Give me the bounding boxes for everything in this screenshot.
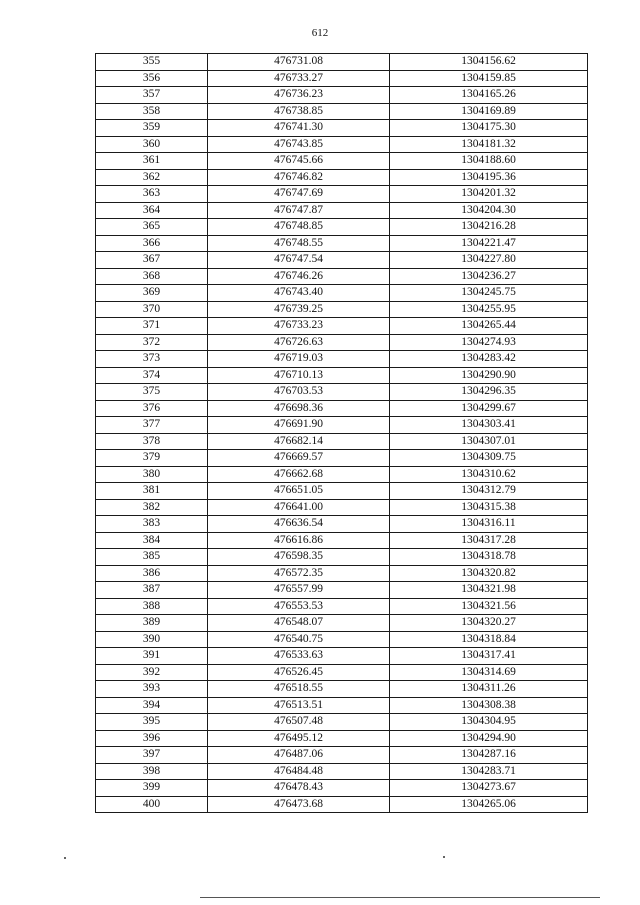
- point-number-cell: 356: [96, 70, 208, 87]
- page-number: 612: [311, 27, 329, 39]
- table-row: [96, 153, 588, 170]
- table-row: [96, 136, 588, 153]
- scan-speck-left: [64, 857, 66, 859]
- table-row: [96, 549, 588, 566]
- y-coordinate-cell: 1304273.67: [390, 780, 588, 797]
- table-row: [96, 532, 588, 549]
- y-coordinate-cell: 1304304.95: [390, 714, 588, 731]
- point-number-cell: 366: [96, 235, 208, 252]
- table-row: [96, 334, 588, 351]
- point-number-cell: 371: [96, 318, 208, 335]
- point-number-cell: 388: [96, 598, 208, 615]
- table-row: [96, 384, 588, 401]
- point-number-cell: 359: [96, 120, 208, 137]
- x-coordinate-cell: 476662.68: [208, 466, 390, 483]
- point-number-cell: 378: [96, 433, 208, 450]
- point-number-cell: 358: [96, 103, 208, 120]
- x-coordinate-cell: 476710.13: [208, 367, 390, 384]
- table-row: [96, 120, 588, 137]
- point-number-cell: 390: [96, 631, 208, 648]
- x-coordinate-cell: 476703.53: [208, 384, 390, 401]
- point-number-cell: 389: [96, 615, 208, 632]
- point-number-cell: 397: [96, 747, 208, 764]
- table-row: [96, 664, 588, 681]
- y-coordinate-cell: 1304236.27: [390, 268, 588, 285]
- x-coordinate-cell: 476641.00: [208, 499, 390, 516]
- table-row: [96, 648, 588, 665]
- y-coordinate-cell: 1304309.75: [390, 450, 588, 467]
- x-coordinate-cell: 476616.86: [208, 532, 390, 549]
- x-coordinate-cell: 476746.26: [208, 268, 390, 285]
- point-number-cell: 400: [96, 796, 208, 813]
- x-coordinate-cell: 476473.68: [208, 796, 390, 813]
- point-number-cell: 369: [96, 285, 208, 302]
- scan-speck-right: [443, 856, 445, 858]
- y-coordinate-cell: 1304245.75: [390, 285, 588, 302]
- table-row: [96, 417, 588, 434]
- x-coordinate-cell: 476736.23: [208, 87, 390, 104]
- point-number-cell: 363: [96, 186, 208, 203]
- table-row: [96, 516, 588, 533]
- y-coordinate-cell: 1304221.47: [390, 235, 588, 252]
- y-coordinate-cell: 1304307.01: [390, 433, 588, 450]
- y-coordinate-cell: 1304169.89: [390, 103, 588, 120]
- table-row: [96, 466, 588, 483]
- point-number-cell: 394: [96, 697, 208, 714]
- table-row: [96, 70, 588, 87]
- table-row: [96, 763, 588, 780]
- x-coordinate-cell: 476726.63: [208, 334, 390, 351]
- x-coordinate-cell: 476557.99: [208, 582, 390, 599]
- y-coordinate-cell: 1304283.71: [390, 763, 588, 780]
- y-coordinate-cell: 1304308.38: [390, 697, 588, 714]
- point-number-cell: 373: [96, 351, 208, 368]
- y-coordinate-cell: 1304321.56: [390, 598, 588, 615]
- y-coordinate-cell: 1304318.78: [390, 549, 588, 566]
- x-coordinate-cell: 476526.45: [208, 664, 390, 681]
- x-coordinate-cell: 476746.82: [208, 169, 390, 186]
- y-coordinate-cell: 1304283.42: [390, 351, 588, 368]
- table-row: [96, 235, 588, 252]
- x-coordinate-cell: 476495.12: [208, 730, 390, 747]
- x-coordinate-cell: 476698.36: [208, 400, 390, 417]
- table-row: [96, 565, 588, 582]
- point-number-cell: 380: [96, 466, 208, 483]
- point-number-cell: 355: [96, 54, 208, 71]
- y-coordinate-cell: 1304299.67: [390, 400, 588, 417]
- point-number-cell: 365: [96, 219, 208, 236]
- point-number-cell: 362: [96, 169, 208, 186]
- y-coordinate-cell: 1304195.36: [390, 169, 588, 186]
- y-coordinate-cell: 1304316.11: [390, 516, 588, 533]
- table-row: [96, 54, 588, 71]
- y-coordinate-cell: 1304181.32: [390, 136, 588, 153]
- coordinates-table: [95, 53, 588, 813]
- point-number-cell: 376: [96, 400, 208, 417]
- y-coordinate-cell: 1304294.90: [390, 730, 588, 747]
- y-coordinate-cell: 1304274.93: [390, 334, 588, 351]
- y-coordinate-cell: 1304321.98: [390, 582, 588, 599]
- table-row: [96, 252, 588, 269]
- x-coordinate-cell: 476743.40: [208, 285, 390, 302]
- y-coordinate-cell: 1304227.80: [390, 252, 588, 269]
- table-row: [96, 318, 588, 335]
- point-number-cell: 379: [96, 450, 208, 467]
- x-coordinate-cell: 476745.66: [208, 153, 390, 170]
- point-number-cell: 357: [96, 87, 208, 104]
- table-row: [96, 582, 588, 599]
- table-row: [96, 351, 588, 368]
- y-coordinate-cell: 1304188.60: [390, 153, 588, 170]
- x-coordinate-cell: 476478.43: [208, 780, 390, 797]
- coordinates-table-body: [96, 54, 588, 813]
- y-coordinate-cell: 1304165.26: [390, 87, 588, 104]
- x-coordinate-cell: 476513.51: [208, 697, 390, 714]
- x-coordinate-cell: 476747.54: [208, 252, 390, 269]
- x-coordinate-cell: 476518.55: [208, 681, 390, 698]
- y-coordinate-cell: 1304320.82: [390, 565, 588, 582]
- x-coordinate-cell: 476682.14: [208, 433, 390, 450]
- table-row: [96, 285, 588, 302]
- point-number-cell: 381: [96, 483, 208, 500]
- x-coordinate-cell: 476719.03: [208, 351, 390, 368]
- point-number-cell: 375: [96, 384, 208, 401]
- point-number-cell: 372: [96, 334, 208, 351]
- x-coordinate-cell: 476733.23: [208, 318, 390, 335]
- x-coordinate-cell: 476651.05: [208, 483, 390, 500]
- x-coordinate-cell: 476748.85: [208, 219, 390, 236]
- point-number-cell: 385: [96, 549, 208, 566]
- point-number-cell: 393: [96, 681, 208, 698]
- table-row: [96, 450, 588, 467]
- y-coordinate-cell: 1304265.44: [390, 318, 588, 335]
- point-number-cell: 370: [96, 301, 208, 318]
- point-number-cell: 368: [96, 268, 208, 285]
- point-number-cell: 367: [96, 252, 208, 269]
- table-row: [96, 483, 588, 500]
- y-coordinate-cell: 1304156.62: [390, 54, 588, 71]
- y-coordinate-cell: 1304320.27: [390, 615, 588, 632]
- y-coordinate-cell: 1304175.30: [390, 120, 588, 137]
- y-coordinate-cell: 1304314.69: [390, 664, 588, 681]
- y-coordinate-cell: 1304296.35: [390, 384, 588, 401]
- point-number-cell: 387: [96, 582, 208, 599]
- scan-bottom-edge: [200, 897, 600, 898]
- point-number-cell: 360: [96, 136, 208, 153]
- x-coordinate-cell: 476669.57: [208, 450, 390, 467]
- x-coordinate-cell: 476731.08: [208, 54, 390, 71]
- x-coordinate-cell: 476484.48: [208, 763, 390, 780]
- table-row: [96, 87, 588, 104]
- x-coordinate-cell: 476739.25: [208, 301, 390, 318]
- table-row: [96, 268, 588, 285]
- point-number-cell: 384: [96, 532, 208, 549]
- table-row: [96, 631, 588, 648]
- table-row: [96, 400, 588, 417]
- x-coordinate-cell: 476747.87: [208, 202, 390, 219]
- x-coordinate-cell: 476738.85: [208, 103, 390, 120]
- y-coordinate-cell: 1304216.28: [390, 219, 588, 236]
- x-coordinate-cell: 476540.75: [208, 631, 390, 648]
- table-row: [96, 219, 588, 236]
- point-number-cell: 395: [96, 714, 208, 731]
- table-row: [96, 714, 588, 731]
- y-coordinate-cell: 1304312.79: [390, 483, 588, 500]
- x-coordinate-cell: 476533.63: [208, 648, 390, 665]
- table-row: [96, 202, 588, 219]
- y-coordinate-cell: 1304317.28: [390, 532, 588, 549]
- table-row: [96, 499, 588, 516]
- x-coordinate-cell: 476733.27: [208, 70, 390, 87]
- table-row: [96, 169, 588, 186]
- table-row: [96, 186, 588, 203]
- table-row: [96, 681, 588, 698]
- y-coordinate-cell: 1304318.84: [390, 631, 588, 648]
- y-coordinate-cell: 1304159.85: [390, 70, 588, 87]
- x-coordinate-cell: 476743.85: [208, 136, 390, 153]
- x-coordinate-cell: 476741.30: [208, 120, 390, 137]
- point-number-cell: 392: [96, 664, 208, 681]
- table-row: [96, 780, 588, 797]
- table-row: [96, 301, 588, 318]
- y-coordinate-cell: 1304315.38: [390, 499, 588, 516]
- table-row: [96, 730, 588, 747]
- point-number-cell: 399: [96, 780, 208, 797]
- x-coordinate-cell: 476572.35: [208, 565, 390, 582]
- point-number-cell: 386: [96, 565, 208, 582]
- y-coordinate-cell: 1304290.90: [390, 367, 588, 384]
- x-coordinate-cell: 476691.90: [208, 417, 390, 434]
- table-row: [96, 433, 588, 450]
- point-number-cell: 398: [96, 763, 208, 780]
- point-number-cell: 364: [96, 202, 208, 219]
- table-row: [96, 615, 588, 632]
- table-row: [96, 697, 588, 714]
- table-row: [96, 747, 588, 764]
- table-row: [96, 598, 588, 615]
- x-coordinate-cell: 476553.53: [208, 598, 390, 615]
- y-coordinate-cell: 1304311.26: [390, 681, 588, 698]
- y-coordinate-cell: 1304265.06: [390, 796, 588, 813]
- x-coordinate-cell: 476748.55: [208, 235, 390, 252]
- point-number-cell: 377: [96, 417, 208, 434]
- y-coordinate-cell: 1304303.41: [390, 417, 588, 434]
- y-coordinate-cell: 1304317.41: [390, 648, 588, 665]
- y-coordinate-cell: 1304204.30: [390, 202, 588, 219]
- y-coordinate-cell: 1304255.95: [390, 301, 588, 318]
- x-coordinate-cell: 476598.35: [208, 549, 390, 566]
- point-number-cell: 374: [96, 367, 208, 384]
- point-number-cell: 391: [96, 648, 208, 665]
- y-coordinate-cell: 1304287.16: [390, 747, 588, 764]
- x-coordinate-cell: 476747.69: [208, 186, 390, 203]
- y-coordinate-cell: 1304310.62: [390, 466, 588, 483]
- x-coordinate-cell: 476548.07: [208, 615, 390, 632]
- x-coordinate-cell: 476487.06: [208, 747, 390, 764]
- point-number-cell: 396: [96, 730, 208, 747]
- table-row: [96, 796, 588, 813]
- point-number-cell: 382: [96, 499, 208, 516]
- x-coordinate-cell: 476507.48: [208, 714, 390, 731]
- point-number-cell: 383: [96, 516, 208, 533]
- table-row: [96, 103, 588, 120]
- point-number-cell: 361: [96, 153, 208, 170]
- y-coordinate-cell: 1304201.32: [390, 186, 588, 203]
- table-row: [96, 367, 588, 384]
- x-coordinate-cell: 476636.54: [208, 516, 390, 533]
